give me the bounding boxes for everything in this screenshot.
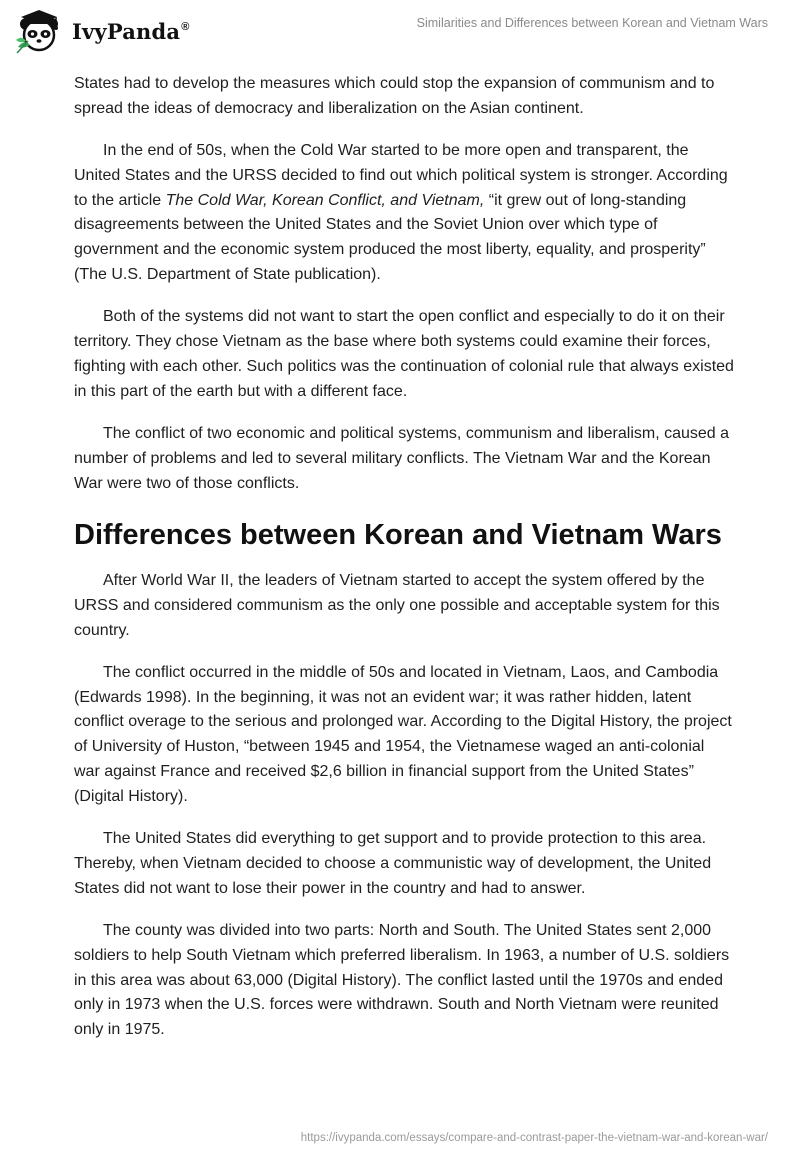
ivypanda-logo[interactable]: [14, 7, 190, 55]
article-title: The Cold War, Korean Conflict, and Vietnam,: [165, 191, 485, 209]
essay-content: [74, 72, 734, 1061]
paragraph-7: The United States did everything to get support and to provide protection to this area. Thereby, when Vietnam decided to choose a communistic way of development, the United States did not want to lose their power in the country and had to answer.: [74, 830, 712, 897]
paragraph-3: Both of the systems did not want to start the open conflict and especially to do it on their territory. They chose Vietnam as the base where both systems could examine their forces, fighting with each other. Such politics was the continuation of colonial rule that always existed in this part of the earth but with a different face.: [74, 308, 734, 400]
paragraph-2-text-end: “it grew out of long-standing disagreements between the United States and the Soviet Union over which type of government and the economic system produced the most liberty, equality, and prosperity” (The U.S. Department of State publication).: [74, 191, 706, 284]
source-url[interactable]: https://ivypanda.com/essays/compare-and-contrast-paper-the-vietnam-war-and-korean-war/: [300, 1132, 768, 1144]
paragraph-6: The conflict occurred in the middle of 50s and located in Vietnam, Laos, and Cambodia (Edwards 1998). In the beginning, it was not an evident war; it was rather hidden, latent conflict overage to the serious and prolonged war. According to the Digital History, the project of University of Huston, “between 1945 and 1954, the Vietnamese waged an anti-colonial war against France and received $2,6 billion in financial support from the United States” (Digital History).: [74, 663, 732, 805]
paragraph-2: [74, 139, 734, 288]
paragraph-1: States had to develop the measures which could stop the expansion of communism and to spread the ideas of democracy and liberalization on the Asian continent.: [74, 75, 715, 117]
paragraph-8: The county was divided into two parts: North and South. The United States sent 2,000 soldiers to help South Vietnam which preferred liberalism. In 1963, a number of U.S. soldiers in this area was about 63,000 (Digital History). The conflict lasted until the 1970s and ended only in 1973 when the U.S. forces were withdrawn. South and North Vietnam were reunited only in 1975.: [74, 922, 730, 1039]
paragraph-5: After World War II, the leaders of Vietnam started to accept the system offered by the URSS and considered communism as the only one possible and acceptable system for this country.: [74, 571, 720, 639]
brand-name: IvyPanda®: [72, 18, 190, 44]
panda-logo-icon: [14, 7, 66, 55]
paragraph-4: The conflict of two economic and political systems, communism and liberalism, caused a number of problems and led to several military conflicts. The Vietnam War and the Korean War were two of those conflicts.: [74, 425, 730, 492]
section-heading: Differences between Korean and Vietnam Wars: [74, 518, 722, 551]
paragraph-2-text-start: In the end of 50s, when the Cold War started to be more open and transparent, the United States and the URSS decided to find out which political system is stronger. According to the article: [74, 142, 728, 209]
document-title: Similarities and Differences between Korean and Vietnam Wars: [416, 16, 768, 30]
page-header: [0, 0, 800, 64]
